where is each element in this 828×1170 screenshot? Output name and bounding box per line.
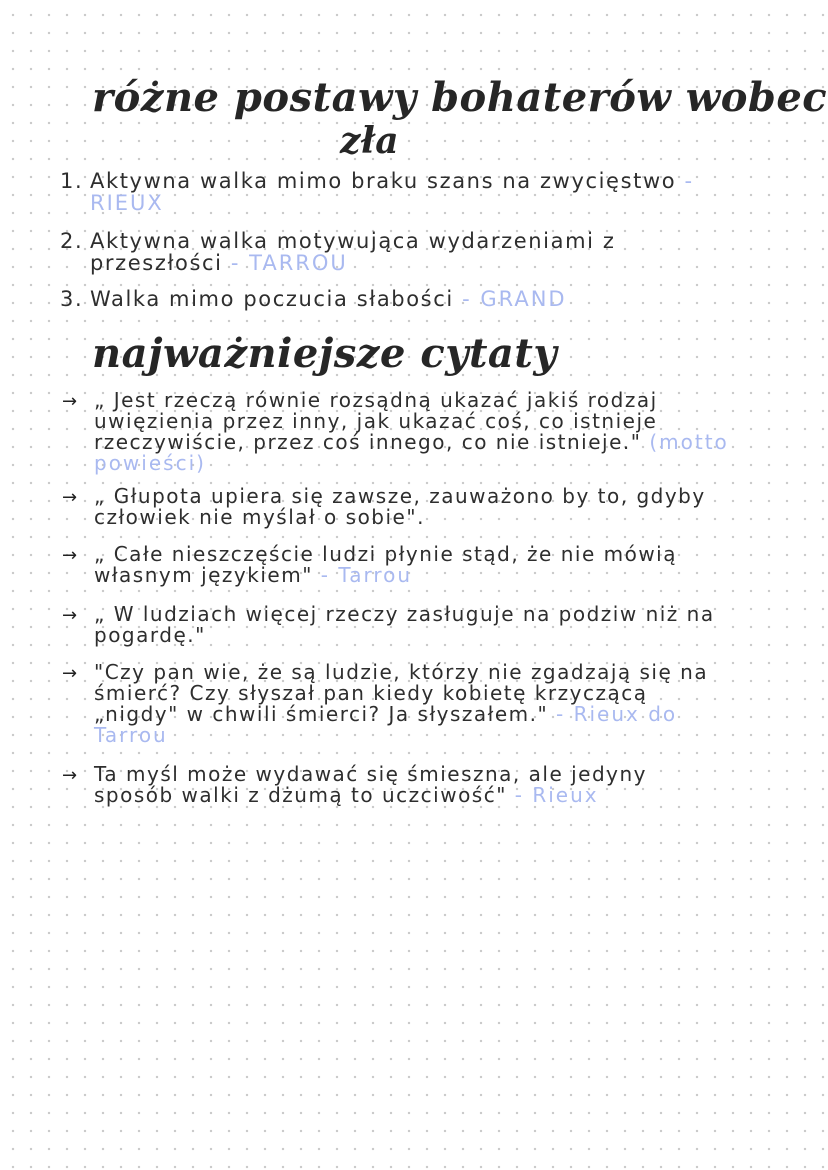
attribution: - GRAND <box>462 287 567 311</box>
quote-item <box>62 662 752 746</box>
quote-text: „ Jest rzeczą równie rozsądną ukazać jakiś rodzaj uwięzienia przez inny, jak ukazać coś, co istnieje rzeczywiście, przez coś innego, co nie istnieje." <box>94 388 658 454</box>
quote-item <box>62 544 752 586</box>
arrow-icon: → <box>62 663 79 684</box>
arrow-icon: → <box>62 765 79 786</box>
section-title: najważniejsze cytaty <box>92 330 558 377</box>
attribution: - Rieux <box>514 783 599 807</box>
list-item-text: Aktywna walka motywująca wydarzeniami z przeszłości <box>90 229 616 275</box>
quote-item <box>62 764 752 806</box>
attribution: - Rieux do Tarrou <box>94 702 678 747</box>
list-number: 3. <box>60 287 84 311</box>
arrow-icon: → <box>62 391 79 412</box>
list-item <box>60 230 760 274</box>
list-number: 2. <box>60 229 84 253</box>
arrow-icon: → <box>62 605 79 626</box>
quote-item <box>62 486 752 528</box>
arrow-icon: → <box>62 487 79 508</box>
list-item <box>60 288 760 310</box>
list-item <box>60 170 760 214</box>
attribution: - Tarrou <box>320 563 413 587</box>
page-title-continued: zła <box>340 120 400 162</box>
list-item-text: Walka mimo poczucia słabości <box>90 287 454 311</box>
quote-item <box>62 604 752 646</box>
attribution: (motto powieści) <box>94 430 729 475</box>
page-title: różne postawy bohaterów wobec <box>92 74 828 121</box>
quote-text: „ Głupota upiera się zawsze, zauważono by to, gdyby człowiek nie myślał o sobie". <box>94 484 706 529</box>
quote-text: „ W ludziach więcej rzeczy zasługuje na podziw niż na pogardę." <box>94 602 715 647</box>
quote-text: "Czy pan wie, że są ludzie, którzy nie zgadzają się na śmierć? Czy słyszał pan kiedy kobietę krzyczącą „nigdy" w chwili śmierci? Ja słyszałem." <box>94 660 709 726</box>
quote-text: Ta myśl może wydawać się śmieszna, ale jedyny sposób walki z dżumą to uczciwość" <box>94 762 648 807</box>
list-number: 1. <box>60 169 84 193</box>
attribution: - TARROU <box>230 251 348 275</box>
quote-item <box>62 390 752 474</box>
arrow-icon: → <box>62 545 79 566</box>
attribution: - RIEUX <box>90 169 695 215</box>
list-item-text: Aktywna walka mimo braku szans na zwycięstwo <box>90 169 677 193</box>
quote-text: „ Całe nieszczęście ludzi płynie stąd, że nie mówią własnym językiem" <box>94 542 677 587</box>
